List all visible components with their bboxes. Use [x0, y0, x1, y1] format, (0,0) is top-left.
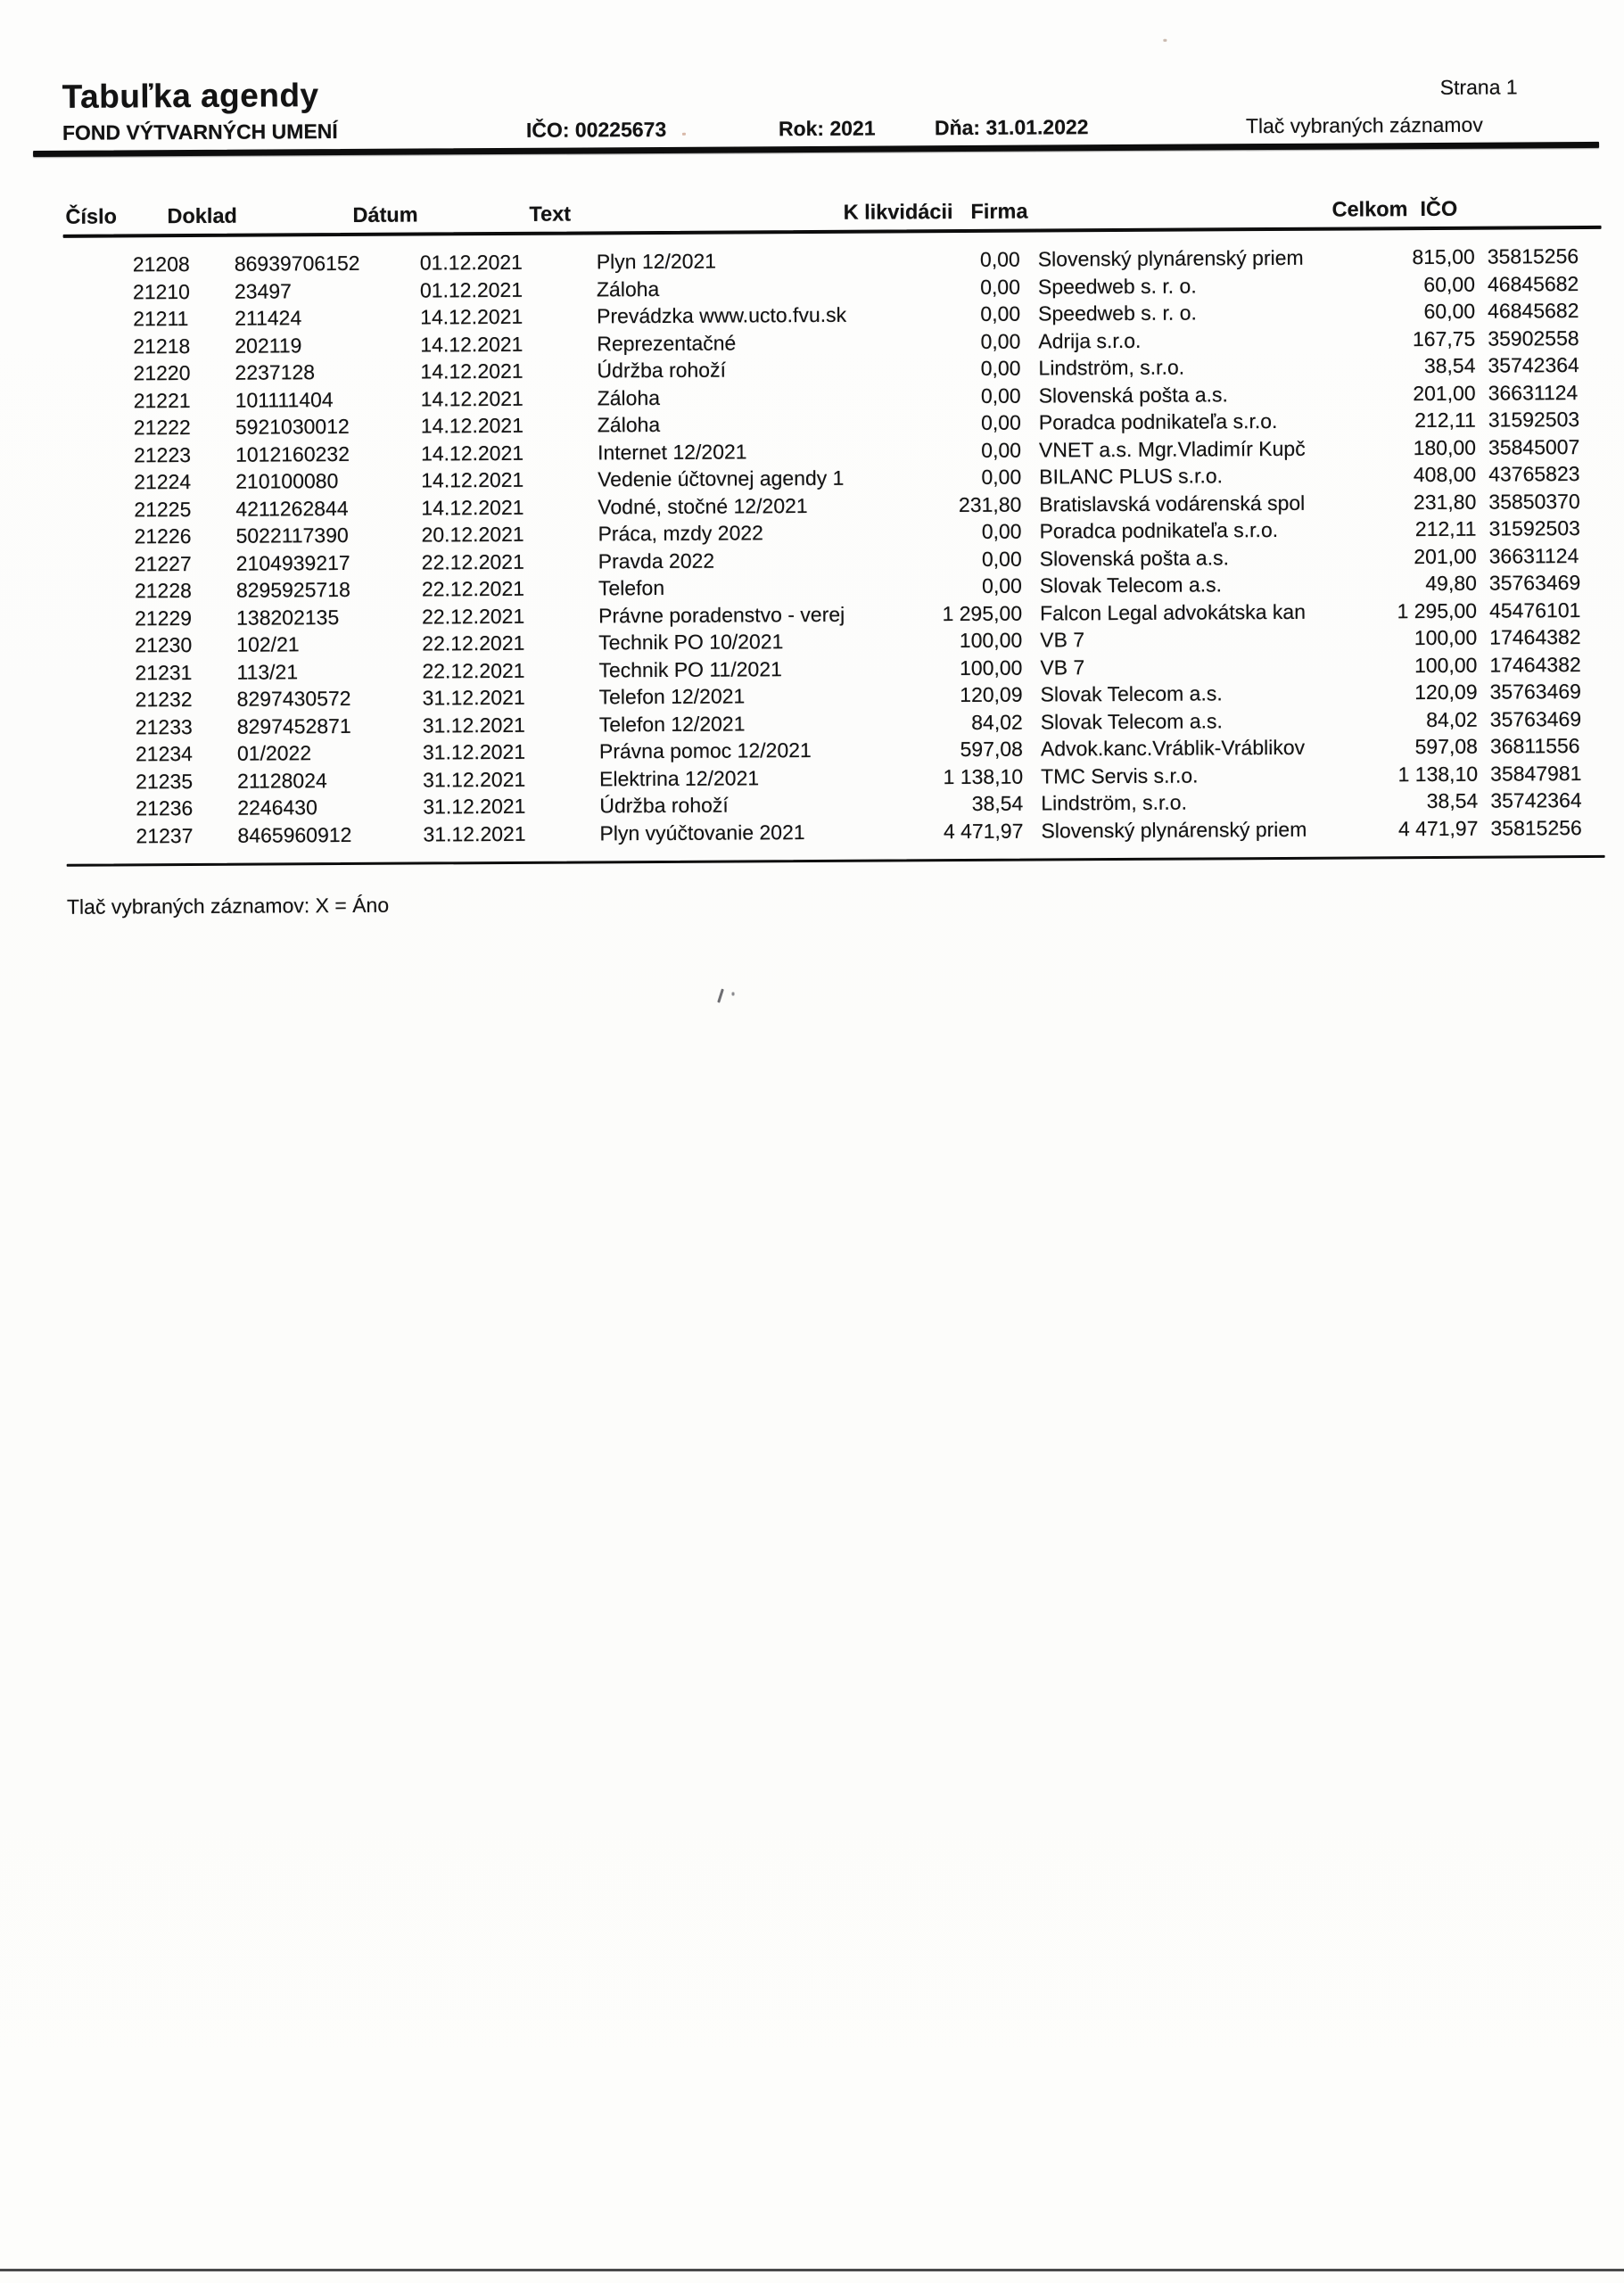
table-cell: 21231	[135, 660, 193, 684]
table-cell: 231,80	[1413, 490, 1477, 514]
table-cell: Poradca podnikateľa s.r.o.	[1039, 517, 1279, 543]
table-body	[63, 243, 1605, 850]
table-cell: Reprezentačné	[597, 330, 737, 355]
scan-speck	[717, 989, 724, 1003]
table-cell: 0,00	[981, 547, 1022, 571]
column-header-datum: Dátum	[352, 202, 418, 227]
table-cell: 21233	[135, 714, 193, 738]
table-cell: 23497	[234, 278, 293, 303]
column-header-firma: Firma	[970, 199, 1028, 223]
table-cell: 21228	[134, 579, 192, 603]
table-cell: 35763469	[1489, 680, 1581, 704]
table-cell: 17464382	[1489, 625, 1581, 649]
table-cell: Technik PO 10/2021	[598, 630, 784, 655]
table-cell: 21128024	[237, 768, 327, 793]
column-header-doklad: Doklad	[167, 203, 237, 228]
table-cell: 211424	[235, 306, 302, 330]
table-cell: 0,00	[981, 465, 1022, 489]
table-cell: Lindström, s.r.o.	[1038, 355, 1185, 380]
table-cell: 35850370	[1488, 489, 1580, 514]
table-cell: Údržba rohoží	[597, 358, 727, 383]
table-cell: Internet 12/2021	[597, 439, 747, 464]
table-cell: 84,02	[1426, 707, 1478, 731]
table-cell: 35763469	[1488, 571, 1581, 595]
table-cell: 102/21	[236, 632, 300, 656]
table-cell: 1 295,00	[1397, 598, 1478, 622]
table-cell: Slovak Telecom a.s.	[1039, 573, 1223, 598]
table-cell: 21221	[133, 388, 191, 412]
table-cell: 31.12.2021	[423, 821, 526, 846]
table-cell: 35902558	[1488, 326, 1579, 350]
table-cell: Telefon 12/2021	[598, 684, 746, 709]
table-cell: 14.12.2021	[420, 441, 524, 466]
table-cell: 0,00	[980, 383, 1021, 408]
table-cell: 212,11	[1414, 408, 1476, 433]
table-cell: 21208	[132, 252, 190, 276]
table-cell: 2246430	[237, 795, 317, 820]
table-cell: 22.12.2021	[421, 549, 524, 574]
table-cell: 21210	[132, 279, 191, 303]
table-cell: Slovak Telecom a.s.	[1040, 681, 1223, 706]
table-cell: 5022117390	[235, 523, 349, 548]
table-cell: 31592503	[1488, 516, 1580, 540]
column-header-ico: IČO	[1420, 196, 1458, 221]
table-cell: 86939706152	[234, 251, 360, 276]
table-cell: 0,00	[980, 356, 1021, 380]
table-cell: 14.12.2021	[420, 332, 523, 357]
table-cell: Technik PO 11/2021	[598, 656, 782, 681]
table-cell: 22.12.2021	[422, 658, 525, 683]
table-cell: 46845682	[1488, 299, 1579, 323]
table-cell: Elektrina 12/2021	[599, 765, 760, 790]
table-cell: 0,00	[980, 329, 1021, 353]
table-cell: Telefon 12/2021	[598, 711, 746, 736]
table-cell: 21223	[133, 442, 192, 466]
table-cell: 35742364	[1490, 788, 1582, 812]
table-cell: 0,00	[979, 247, 1020, 271]
table-cell: 01.12.2021	[419, 250, 523, 275]
table-cell: 31.12.2021	[422, 685, 525, 710]
table-cell: 212,11	[1414, 516, 1477, 541]
table-cell: 815,00	[1412, 244, 1475, 269]
scan-speck	[682, 133, 686, 136]
table-cell: 21222	[133, 416, 191, 440]
table-cell: 113/21	[236, 659, 299, 684]
table-cell: 17464382	[1489, 652, 1581, 677]
footer-note: Tlač vybraných záznamov: X = Áno	[66, 893, 390, 919]
table-cell: Prevádzka www.ucto.fvu.sk	[597, 302, 847, 328]
table-cell: 597,08	[960, 737, 1024, 762]
table-cell: 8297452871	[236, 713, 351, 738]
table-cell: 43765823	[1488, 462, 1580, 486]
table-cell: Slovenská pošta a.s.	[1038, 382, 1228, 408]
table-cell: 2104939217	[235, 550, 350, 575]
table-cell: Záloha	[596, 276, 660, 301]
table-cell: Pravda 2022	[598, 548, 715, 573]
table-cell: 202119	[235, 333, 302, 358]
table-cell: 38,54	[1423, 353, 1476, 378]
table-cell: 31.12.2021	[423, 767, 526, 792]
table-cell: Advok.kanc.Vráblik-Vráblikov	[1040, 735, 1306, 761]
table-cell: 0,00	[981, 438, 1022, 462]
table-cell: 101111404	[235, 387, 334, 412]
table-cell: 36631124	[1488, 543, 1579, 568]
table-cell: 100,00	[959, 628, 1023, 653]
table-cell: Právna pomoc 12/2021	[598, 738, 812, 763]
scan-edge-line	[0, 2269, 1624, 2271]
table-cell: Záloha	[597, 385, 661, 409]
table-cell: 167,75	[1412, 326, 1476, 350]
table-cell: Slovenská pošta a.s.	[1039, 545, 1230, 571]
table-cell: 100,00	[959, 655, 1023, 680]
table-cell: Falcon Legal advokátska kan	[1039, 599, 1307, 625]
table-cell: 21227	[134, 551, 192, 575]
table-cell: 60,00	[1423, 272, 1476, 296]
table-cell: 31.12.2021	[423, 794, 526, 819]
table-bottom-rule	[67, 855, 1605, 867]
table-cell: 4 471,97	[1397, 816, 1479, 840]
table-cell: Záloha	[597, 412, 661, 437]
table-cell: 38,54	[1426, 788, 1479, 813]
table-cell: 22.12.2021	[421, 576, 525, 601]
table-cell: 14.12.2021	[421, 495, 524, 520]
table-cell: 231,80	[958, 492, 1022, 516]
table-cell: 0,00	[980, 275, 1021, 299]
table-cell: 21220	[133, 361, 191, 385]
column-header-cislo: Číslo	[65, 204, 118, 228]
table-cell: Telefon	[598, 575, 665, 600]
table-cell: Právne poradenstvo - verej	[598, 602, 845, 627]
table-cell: Vedenie účtovnej agendy 1	[598, 466, 845, 491]
table-cell: TMC Servis s.r.o.	[1041, 763, 1199, 788]
table-cell: Lindström, s.r.o.	[1041, 790, 1187, 815]
date-value: Dňa: 31.01.2022	[934, 115, 1089, 140]
table-cell: Plyn vyúčtovanie 2021	[599, 820, 805, 845]
table-cell: VNET a.s. Mgr.Vladimír Kupč	[1038, 436, 1306, 462]
table-cell: 408,00	[1413, 462, 1477, 487]
table-cell: 4211262844	[235, 496, 349, 521]
table-cell: Práca, mzdy 2022	[598, 521, 763, 546]
table-cell: 21218	[133, 334, 191, 358]
table-cell: 201,00	[1413, 381, 1476, 405]
year-value: Rok: 2021	[778, 116, 876, 141]
org-ico-value: IČO: 00225673	[525, 117, 667, 142]
table-cell: 84,02	[971, 710, 1023, 734]
table-cell: Slovenský plynárenský priem	[1041, 817, 1307, 843]
table-cell: 35742364	[1488, 353, 1579, 377]
table-cell: 14.12.2021	[420, 359, 523, 383]
organization-name: FOND VÝTVARNÝCH UMENÍ	[62, 120, 338, 144]
table-cell: 21225	[134, 497, 192, 521]
table-cell: 1 138,10	[1397, 762, 1479, 786]
table-cell: 1 295,00	[942, 601, 1023, 625]
table-cell: 21211	[133, 307, 189, 331]
table-cell: BILANC PLUS s.r.o.	[1039, 464, 1224, 489]
table-cell: 21235	[136, 769, 194, 793]
table-cell: 180,00	[1413, 435, 1477, 459]
table-cell: 0,00	[980, 301, 1021, 326]
table-cell: 35763469	[1489, 706, 1582, 731]
table-cell: 21226	[134, 524, 192, 548]
table-cell: 0,00	[980, 410, 1021, 434]
table-cell: 01.12.2021	[419, 277, 523, 302]
table-cell: 38,54	[971, 791, 1024, 815]
column-header-text: Text	[529, 202, 572, 226]
table-cell: 31.12.2021	[422, 739, 526, 764]
table-cell: 21232	[135, 687, 193, 712]
table-cell: Speedweb s. r. o.	[1037, 274, 1197, 299]
table-cell: Speedweb s. r. o.	[1038, 301, 1197, 326]
table-cell: 21224	[134, 470, 192, 494]
table-cell: 2237128	[235, 360, 316, 384]
table-cell: 0,00	[981, 519, 1022, 543]
table-cell: 45476101	[1488, 598, 1581, 622]
scan-speck	[732, 993, 735, 996]
table-cell: Bratislavská vodárenská spol	[1039, 490, 1306, 516]
table-cell: 120,09	[1414, 680, 1478, 705]
table-cell: 35815256	[1490, 815, 1582, 840]
table-cell: 8295925718	[235, 577, 350, 602]
page-number: Strana 1	[1439, 75, 1518, 99]
table-cell: Poradca podnikateľa s.r.o.	[1038, 408, 1278, 434]
table-cell: 138202135	[236, 605, 340, 630]
page-title: Tabuľka agendy	[62, 77, 319, 115]
table-cell: Vodné, stočné 12/2021	[598, 493, 808, 518]
table-cell: 8465960912	[237, 822, 352, 847]
table-cell: 49,80	[1425, 571, 1477, 596]
table-cell: 5921030012	[235, 414, 350, 439]
table-cell: VB 7	[1040, 628, 1085, 652]
table-cell: Údržba rohoží	[599, 793, 729, 818]
table-cell: 31.12.2021	[422, 713, 525, 738]
table-cell: 21237	[136, 823, 194, 847]
table-cell: 14.12.2021	[420, 413, 524, 438]
table-cell: 46845682	[1487, 271, 1579, 296]
table-cell: 120,09	[960, 682, 1023, 707]
table-cell: Slovenský plynárenský priem	[1037, 245, 1304, 271]
table-cell: 201,00	[1414, 544, 1477, 568]
table-cell: 21234	[135, 741, 194, 766]
table-cell: 21230	[135, 632, 193, 657]
scan-speck	[1163, 39, 1166, 42]
table-cell: 36631124	[1488, 380, 1579, 405]
table-cell: 0,00	[982, 573, 1022, 598]
table-cell: 35845007	[1488, 434, 1580, 459]
column-header-k-likvidacii: K likvidácii	[843, 200, 953, 224]
table-cell: 14.12.2021	[420, 386, 523, 411]
table-cell: Slovak Telecom a.s.	[1040, 708, 1223, 734]
table-cell: Adrija s.r.o.	[1038, 328, 1142, 353]
table-cell: 01/2022	[236, 741, 312, 765]
table-cell: 21229	[135, 606, 193, 630]
table-cell: 21236	[136, 795, 194, 820]
print-mode-label: Tlač vybraných záznamov	[1245, 112, 1483, 138]
table-cell: 14.12.2021	[421, 467, 524, 492]
table-cell: 210100080	[235, 469, 339, 493]
table-cell: 36811556	[1489, 734, 1580, 758]
table-cell: 1 138,10	[943, 764, 1024, 788]
table-cell: 14.12.2021	[420, 304, 523, 329]
table-cell: 35847981	[1490, 761, 1582, 786]
table-cell: 35815256	[1487, 244, 1579, 268]
table-cell: 100,00	[1414, 625, 1478, 650]
table-cell: VB 7	[1040, 655, 1085, 680]
table-cell: 1012160232	[235, 441, 350, 466]
table-cell: 8297430572	[236, 686, 351, 711]
table-cell: 20.12.2021	[421, 522, 524, 547]
column-header-celkom: Celkom	[1331, 197, 1408, 221]
table-cell: 100,00	[1414, 653, 1478, 677]
table-header-row	[62, 194, 1601, 231]
table-cell: 31592503	[1488, 408, 1580, 432]
table-cell: Plyn 12/2021	[596, 249, 717, 274]
table-cell: 22.12.2021	[422, 604, 525, 629]
table-cell: 60,00	[1423, 299, 1476, 324]
table-cell: 22.12.2021	[422, 631, 525, 655]
table-cell: 4 471,97	[943, 819, 1024, 843]
table-cell: 597,08	[1414, 734, 1479, 759]
